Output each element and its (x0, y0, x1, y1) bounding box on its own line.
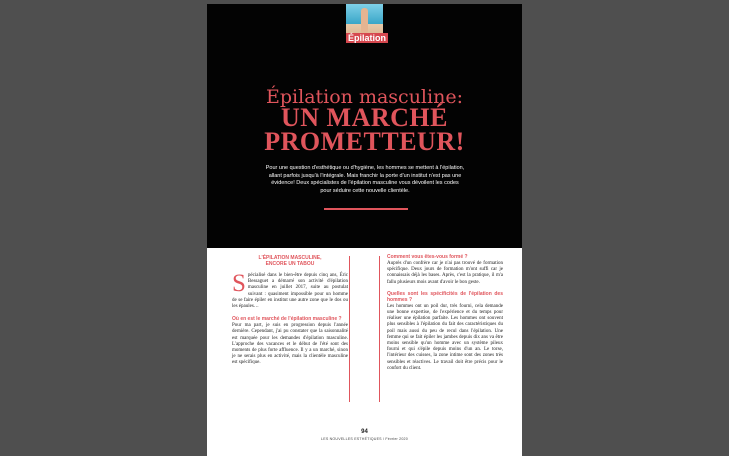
article-title-line2: UN MARCHÉ (281, 103, 448, 132)
page-footer: LES NOUVELLES ESTHÉTIQUES / Février 2020 (321, 437, 408, 441)
legs-figure-icon (361, 8, 368, 34)
page-number: 94 (361, 429, 368, 435)
column-divider-right (379, 256, 380, 402)
kicker-line1: L'ÉPILATION MASCULINE, (258, 255, 322, 261)
kicker-line2: ENCORE UN TABOU (265, 261, 315, 267)
magazine-page (207, 4, 522, 456)
article-title-line1: Épilation masculine: (266, 86, 463, 108)
drop-cap: S (232, 270, 246, 297)
answer-paragraph: Les hommes ont un poil dur, très fourni, cela demande une bonne expertise, de l'expérience et du temps pour réaliser une épilation parfaite. Les hommes ont souvent plus sensibles à l'épilation du fait des caractéristiques du poil mais aussi du peu de recul dans l'épilation. Une femme qui se fait épiler les jambes depuis dix ans va être moins sensible qu'un homme avec un système pileux fourni et qui s'épile depuis moins d'un an. Le torse, l'intérieur des cuisses, la zone intime sont des zones très sensibles et réactives. Le travail doit être précis pour le confort du client. (387, 303, 503, 371)
answer-paragraph: Pour ma part, je suis en progression depuis l'année dernière. Cependant, j'ai pu constater que la saisonnalité est marquée pour les demandes d'épilation masculine. L'approche des vacances et le début de l'été sont des moments de plus forte affluence. Il y a un marché, sinon je ne serais plus en activité, mais la clientèle masculine est spécifique. (232, 323, 348, 366)
question-heading: Quelles sont les spécificités de l'épilation des hommes ? (387, 290, 503, 303)
hero-banner (207, 4, 522, 248)
intro-paragraph (232, 270, 348, 310)
lead-divider (324, 208, 408, 210)
column-left (232, 255, 348, 367)
question-heading: Où en est le marché de l'épilation masculine ? (232, 316, 342, 323)
intro-text: pécialisé dans le bien-être depuis cinq ans, Éric Bessaguet a démarré son activité d'épilation masculine en juillet 2017, suite au postulat suivant : quasiment impossible pour un homme de se faire épiler en institut une autre zone que le dos ou les épaules… (232, 273, 348, 310)
answer-paragraph: Auprès d'un confrère car je n'ai pas trouvé de formation spécifique. Deux jours de formation m'ont suffi car je connaissais déjà les bases. Après, c'est la pratique, il m'a fallu plusieurs mois avant d'avoir le bon geste. (387, 261, 503, 285)
article-title-main (207, 103, 522, 156)
column-kicker (232, 255, 348, 267)
article-title-line3: PROMETTEUR! (264, 127, 465, 156)
article-lead: Pour une question d'esthétique ou d'hygiène, les hommes se mettent à l'épilation, allant parfois jusqu'à l'intégrale. Mais franchir la porte d'un institut n'est pas une évidence! Deux spécialistes de l'épilation masculine vous dévoilent les codes pour séduire cette nouvelle clientèle. (265, 165, 465, 194)
column-divider-left (349, 256, 350, 402)
column-right (387, 254, 503, 372)
section-label: Épilation (348, 33, 386, 43)
question-heading: Comment vous êtes-vous formé ? (387, 254, 468, 260)
